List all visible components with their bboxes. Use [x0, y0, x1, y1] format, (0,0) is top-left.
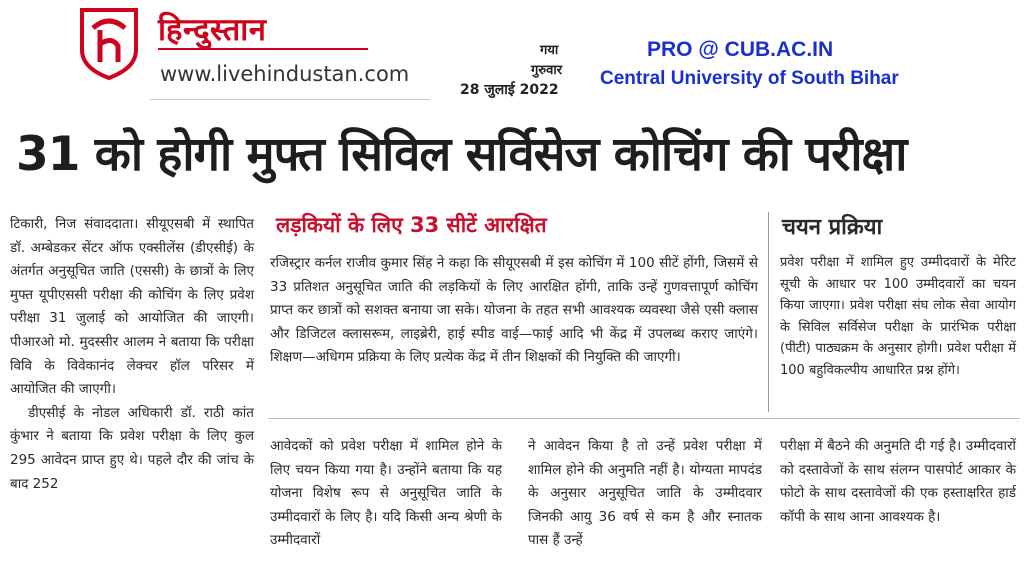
box-divider	[768, 212, 769, 412]
hindustan-logo-icon	[78, 6, 140, 80]
dateline-city: गया	[540, 43, 559, 58]
dateline-day: गुरुवार	[531, 63, 563, 78]
brand-underline	[158, 48, 368, 50]
university-name-overlay: Central University of South Bihar	[600, 68, 899, 89]
brand-name: हिन्दुस्तान	[158, 12, 267, 48]
column-1-paragraph-1: टिकारी, निज संवाददाता। सीयूएसबी में स्थापित डॉ. अम्बेडकर सेंटर ऑफ एक्सीलेंस (डीएसीई) के अंतर्गत अनुसूचित जाति (एससी) के छात्रों के लिए मुफ्त यूपीएससी परीक्षा की कोचिंग के लिए प्रवेश परीक्षा 31 जुलाई को आयोजित की जाएगी। पीआरओ मो. मुदस्सीर आलम ने बताया कि परीक्षा विवि के विवेकानंद लेक्चर हॉल परिसर में आयोजित की जाएगी।	[10, 216, 254, 398]
subheading-girls-seats: लड़कियों के लिए 33 सीटें आरक्षित	[276, 213, 547, 237]
box-seats-text: रजिस्ट्रार कर्नल राजीव कुमार सिंह ने कहा कि सीयूएसबी में इस कोचिंग में 100 सीटें होंगी, जिसमें से 33 प्रतिशत अनुसूचित जाति की लड़कियों के लिए आरक्षित होंगी, ताकि उन्हें गुणवत्तापूर्ण कोचिंग प्राप्त कर छात्रों को सशक्त बनाया जा सके। योजना के तहत सभी आवश्यक व्यवस्था जैसे एसी क्लास और डिजिटल क्लासरूम, लाइब्रेरी, हाई स्पीड वाई—फाई आदि भी केंद्र में उपलब्ध कराए जाएंगे। शिक्षण—अधिगम प्रक्रिया के लिए प्रत्येक केंद्र में तीन शिक्षकों की नियुक्ति की जाएगी।	[270, 255, 758, 366]
article-column-4: परीक्षा में बैठने की अनुमति दी गई है। उम्मीदवारों को दस्तावेजों के साथ संलग्न पासपोर्ट आकार के फोटो के साथ दस्तावेजों की एक हस्ताक्षरित हार्ड कॉपी के साथ आना आवश्यक है।	[780, 438, 1016, 525]
article-headline: 31 को होगी मुफ्त सिविल सर्विसेज कोचिंग की परीक्षा	[16, 127, 907, 182]
pro-email-overlay: PRO @ CUB.AC.IN	[647, 38, 834, 61]
section-divider	[268, 418, 1020, 419]
box-selection-text: प्रवेश परीक्षा में शामिल हुए उम्मीदवारों के मेरिट सूची के आधार पर 100 उम्मीदवारों का चयन किया जाएगा। प्रवेश परीक्षा संघ लोक सेवा आयोग के सिविल सर्विसेज परीक्षा के प्रारंभिक परीक्षा (पीटी) पाठ्यक्रम के अनुसार होगी। प्रवेश परीक्षा में 100 बहुविकल्पीय आधारित प्रश्न होंगे।	[780, 255, 1016, 378]
article-column-1	[10, 213, 254, 496]
dateline-date: 28 जुलाई 2022	[460, 82, 559, 98]
article-column-3: ने आवेदन किया है तो उन्हें प्रवेश परीक्षा में शामिल होने की अनुमति नहीं है। योग्यता मापदंड के अनुसार अनुसूचित जाति के उम्मीदवार जिनकी आयु 36 वर्ष से कम है और स्नातक पास हैं उन्हें	[528, 438, 762, 549]
article-column-2: आवेदकों को प्रवेश परीक्षा में शामिल होने के लिए चयन किया गया है। उन्होंने बताया कि यह योजना विशेष रूप से अनुसूचित जाति के उम्मीदवारों के लिए है। यदि किसी अन्य श्रेणी के उम्मीदवारों	[270, 438, 502, 549]
brand-url: www.livehindustan.com	[160, 62, 410, 86]
column-1-paragraph-2: डीएसीई के नोडल अधिकारी डॉ. राठी कांत कुंभार ने बताया कि प्रवेश परीक्षा के लिए कुल 295 आवेदन प्राप्त हुए थे। पहले दौर की जांच के बाद 252	[10, 404, 254, 492]
subheading-selection-process: चयन प्रक्रिया	[782, 215, 883, 240]
masthead-divider	[150, 99, 430, 100]
